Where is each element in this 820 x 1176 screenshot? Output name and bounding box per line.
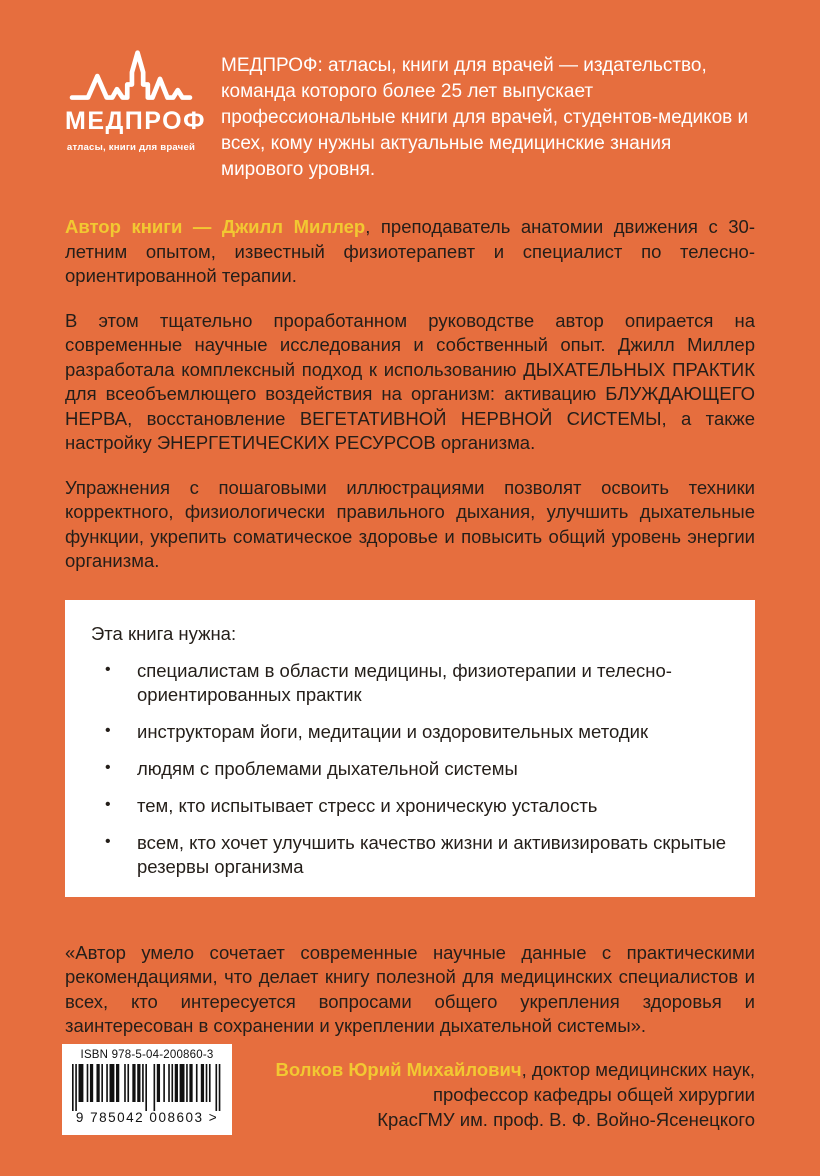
bullet-icon: •: [105, 660, 111, 678]
exercises-paragraph: Упражнения с пошаговыми иллюстрациями позволят освоить техники корректного, физиологически правильного дыхания, улучшить дыхательные функции, укрепить соматическое здоровье и повысить общий уровень энергии организма.: [65, 476, 755, 571]
list-item-label: всем, кто хочет улучшить качество жизни и активизировать скрытые резервы организма: [137, 831, 727, 877]
list-item: [91, 720, 729, 744]
bullet-icon: •: [105, 758, 111, 776]
bullet-icon: •: [105, 721, 111, 739]
audience-box: [65, 600, 755, 897]
reviewer-affiliation: КрасГМУ им. проф. В. Ф. Войно-Ясенецкого: [377, 1109, 755, 1130]
list-item: [91, 794, 729, 818]
barcode: [62, 1044, 232, 1135]
publisher-logo-name: МЕДПРОФ: [65, 107, 206, 135]
publisher-header: [65, 0, 755, 183]
author-intro-rest: , преподаватель анатомии движения с 30-летним опытом, известный физиотерапевт и специалист по телесно-ориентированной терапии.: [65, 216, 755, 286]
list-item-label: инструкторам йоги, медитации и оздоровительных методик: [137, 720, 649, 742]
list-item-label: людям с проблемами дыхательной системы: [137, 757, 518, 779]
list-item: [91, 757, 729, 781]
author-name-highlight: Автор книги — Джилл Миллер: [65, 216, 366, 237]
list-item: [91, 659, 729, 707]
publisher-about-text: МЕДПРОФ: атласы, книги для врачей — издательство, команда которого более 25 лет выпускает профессиональные книги для врачей, студентов-медиков и всех, кому нужны актуальные медицинские знания мирового уровня.: [221, 55, 749, 180]
publisher-logo: [65, 48, 206, 153]
bullet-icon: •: [105, 795, 111, 813]
heartbeat-skyline-icon: [65, 48, 197, 106]
reviewer-name: Волков Юрий Михайлович: [275, 1059, 522, 1080]
description-paragraph: В этом тщательно проработанном руководстве автор опирается на современные научные исследования и собственный опыт. Джилл Миллер разработала комплексный подход к использованию ДЫХАТЕЛЬНЫХ ПРАКТИК для всеобъемлющего воздействия на организм: активацию БЛУЖДАЮЩЕГО НЕРВА, восстановление ВЕГЕТАТИВНОЙ НЕРВНОЙ СИСТЕМЫ, а также настройку ЭНЕРГЕТИЧЕСКИХ РЕСУРСОВ организма.: [65, 309, 755, 453]
bullet-icon: •: [105, 832, 111, 850]
publisher-logo-tagline: атласы, книги для врачей: [66, 141, 196, 153]
isbn-label: ISBN 978-5-04-200860-3: [80, 1049, 214, 1061]
review-quote: «Автор умело сочетает современные научные данные с практическими рекомендациями, что делает книгу полезной для медицинских специалистов и всех, кто интересуется вопросами общего укрепления здоровья и заинтересован в сохранении и укреплении дыхательной системы».: [65, 941, 755, 1036]
audience-box-title: Эта книга нужна:: [91, 622, 237, 644]
isbn-digits: 9 785042 008603 >: [75, 1110, 219, 1125]
list-item-label: специалистам в области медицины, физиотерапии и телесно-ориентированных практик: [137, 659, 672, 705]
list-item-label: тем, кто испытывает стресс и хроническую усталость: [137, 794, 598, 816]
list-item: [91, 831, 729, 879]
reviewer-title: , доктор медицинских наук,: [521, 1059, 755, 1080]
barcode-bars-icon: [71, 1064, 223, 1112]
reviewer-credentials: профессор кафедры общей хирургии: [432, 1084, 755, 1105]
audience-list: [91, 659, 729, 879]
author-intro-paragraph: [65, 215, 755, 289]
